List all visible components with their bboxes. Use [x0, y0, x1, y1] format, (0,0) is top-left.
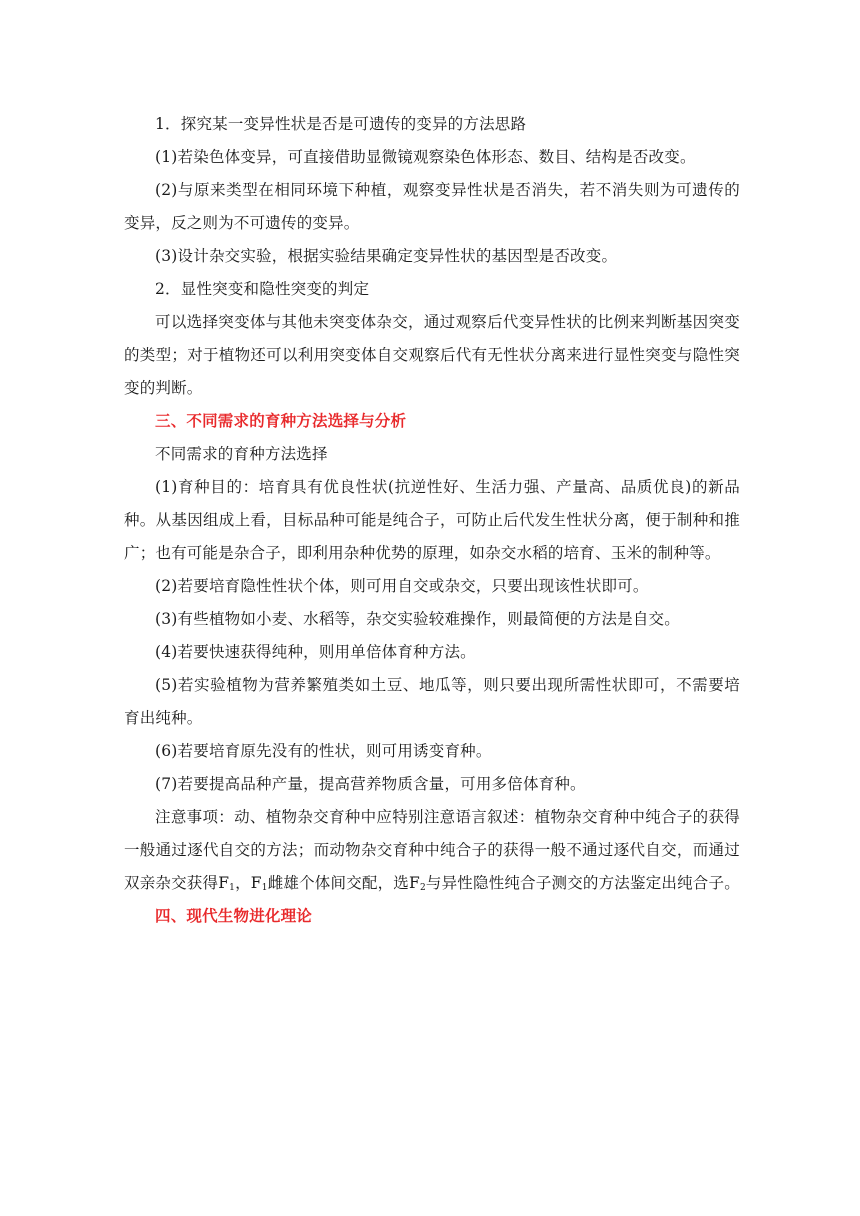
- paragraph-breeding-item-2: (2)若要培育隐性性状个体，则可用自交或杂交，只要出现该性状即可。: [155, 577, 649, 595]
- note-subscript-3: 2: [419, 883, 426, 893]
- paragraph-breeding-item-7: (7)若要提高品种产量，提高营养物质含量，可用多倍体育种。: [155, 775, 586, 793]
- note-text-3: 雌雄个体间交配，选F: [267, 874, 420, 892]
- paragraph-mutation-body: 可以选择突变体与其他未突变体杂交，通过观察后代变异性状的比例来判断基因突变的类型；对于植物还可以利用突变体自交观察后代有无性状分离来进行显性突变与隐性突变的判断。: [124, 313, 740, 397]
- section-heading-breeding: 三、不同需求的育种方法选择与分析: [155, 412, 407, 430]
- document-page: [124, 108, 740, 933]
- paragraph-breeding-item-6: (6)若要培育原先没有的性状，则可用诱变育种。: [155, 742, 492, 760]
- note-subscript-2: 1: [261, 883, 268, 893]
- section-heading-evolution: 四、现代生物进化理论: [155, 907, 313, 925]
- paragraph-item-3: (3)设计杂交实验，根据实验结果确定变异性状的基因型是否改变。: [155, 247, 618, 265]
- paragraph-breeding-item-1: (1)育种目的：培育具有优良性状(抗逆性好、生活力强、产量高、品质优良)的新品种。从基因组成上看，目标品种可能是纯合子，可防止后代发生性状分离，便于制种和推广；也有可能是杂合子，即利用杂种优势的原理，如杂交水稻的培育、玉米的制种等。: [124, 478, 740, 562]
- paragraph-breeding-item-4: (4)若要快速获得纯种，则用单倍体育种方法。: [155, 643, 476, 661]
- paragraph-heading-mutation: 2．显性突变和隐性突变的判定: [155, 280, 370, 298]
- paragraph-breeding-item-5: (5)若实验植物为营养繁殖类如土豆、地瓜等，则只要出现所需性状即可，不需要培育出纯种。: [124, 676, 740, 727]
- note-subscript-1: 1: [229, 883, 236, 893]
- paragraph-item-2: (2)与原来类型在相同环境下种植，观察变异性状是否消失，若不消失则为可遗传的变异，反之则为不可遗传的变异。: [124, 181, 740, 232]
- note-text-4: 与异性隐性纯合子测交的方法鉴定出纯合子。: [425, 874, 740, 892]
- paragraph-breeding-note: [124, 801, 740, 900]
- paragraph-breeding-item-3: (3)有些植物如小麦、水稻等，杂交实验较难操作，则最简便的方法是自交。: [155, 610, 680, 628]
- note-text-1: 注意事项：动、植物杂交育种中应特别注意语言叙述：植物杂交育种中纯合子的获得一般通过逐代自交的方法；而动物杂交育种中纯合子的获得一般不通过逐代自交，而通过双亲杂交获得F: [124, 808, 740, 892]
- paragraph-heading-inheritance: 1．探究某一变异性状是否是可遗传的变异的方法思路: [155, 115, 527, 133]
- note-text-2: ，F: [235, 874, 262, 892]
- paragraph-item-1: (1)若染色体变异，可直接借助显微镜观察染色体形态、数目、结构是否改变。: [155, 148, 696, 166]
- paragraph-breeding-subtitle: 不同需求的育种方法选择: [155, 445, 328, 463]
